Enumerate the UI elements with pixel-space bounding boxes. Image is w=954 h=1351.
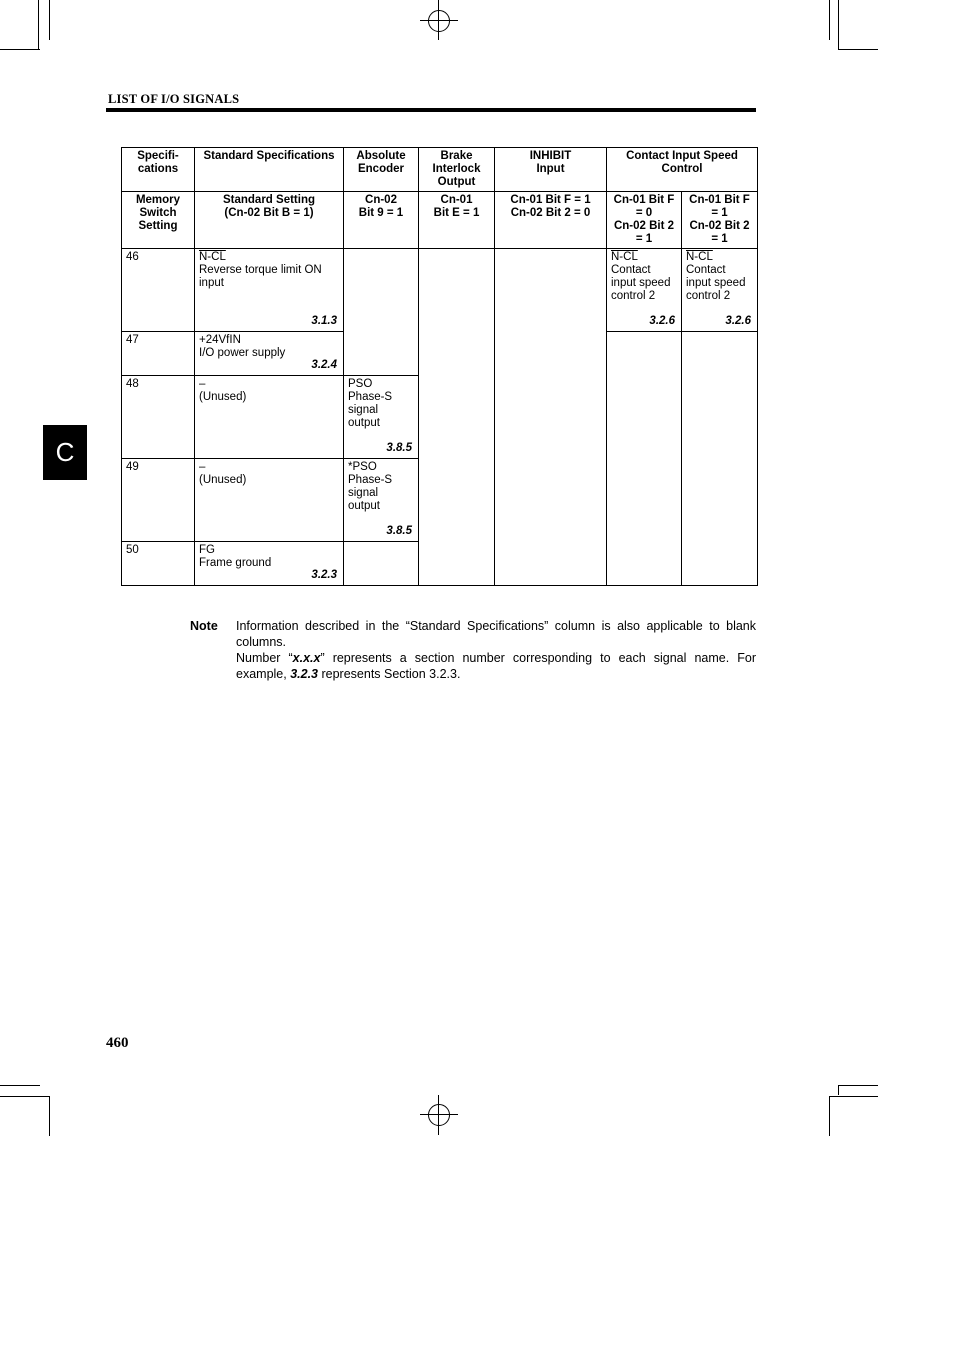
header-cell: Absolute Encoder	[344, 148, 419, 192]
table-header-row	[122, 192, 758, 249]
signal-desc: Phase-S signal output	[348, 391, 393, 429]
note-code: x.x.x	[292, 651, 321, 665]
note-example: 3.2.3	[290, 667, 319, 681]
pin-number: 47	[122, 332, 195, 376]
signal-cell	[195, 376, 344, 459]
header-cell: INHIBIT Input	[495, 148, 607, 192]
signal-name: +24VfIN	[199, 334, 241, 346]
abs-encoder-cell	[344, 459, 419, 542]
section-ref: 3.2.6	[649, 315, 675, 327]
header-rule	[106, 108, 756, 112]
signal-name: N-CL	[611, 251, 638, 263]
signal-desc: I/O power supply	[199, 347, 286, 359]
note-label: Note	[190, 619, 218, 633]
blank-cell	[607, 332, 682, 586]
signal-cell	[195, 459, 344, 542]
chapter-tab: C	[43, 425, 87, 480]
pin-number: 49	[122, 459, 195, 542]
header-cell: Cn-02 Bit 9 = 1	[344, 192, 419, 249]
note-line: Information described in the “Standard Specifications” column is also applicable to blank columns.	[236, 619, 756, 649]
signal-desc: Contact input speed control 2	[611, 264, 671, 302]
signal-cell	[195, 249, 344, 332]
signal-cell	[195, 332, 344, 376]
io-signal-table	[121, 147, 758, 586]
section-ref: 3.8.5	[386, 442, 412, 454]
section-ref: 3.8.5	[386, 525, 412, 537]
signal-cell	[195, 542, 344, 586]
table-header-row	[122, 148, 758, 192]
pin-number: 46	[122, 249, 195, 332]
signal-name: *PSO	[348, 461, 377, 473]
header-cell: Cn-01 Bit E = 1	[419, 192, 495, 249]
header-cell: Brake Interlock Output	[419, 148, 495, 192]
header-cell: Cn-01 Bit F = 0 Cn-02 Bit 2 = 1	[607, 192, 682, 249]
section-ref: 3.1.3	[311, 315, 337, 327]
pin-number: 48	[122, 376, 195, 459]
signal-desc: (Unused)	[199, 391, 247, 403]
signal-name: –	[199, 461, 206, 473]
section-ref: 3.2.6	[725, 315, 751, 327]
signal-name: –	[199, 378, 206, 390]
signal-name: N-CL	[199, 251, 226, 263]
note-text: Number “	[236, 651, 293, 665]
blank-cell	[419, 249, 495, 586]
blank-cell	[495, 249, 607, 586]
note-line	[236, 650, 756, 682]
blank-cell	[344, 249, 419, 376]
signal-name: PSO	[348, 378, 373, 390]
section-ref: 3.2.3	[311, 569, 337, 581]
page-number: 460	[106, 1035, 129, 1051]
note-text: represents Section 3.2.3.	[318, 667, 461, 681]
section-header: LIST OF I/O SIGNALS	[108, 92, 240, 106]
section-ref: 3.2.4	[311, 359, 337, 371]
table-row	[122, 249, 758, 332]
contact-speed-cell	[682, 249, 758, 332]
blank-cell	[344, 542, 419, 586]
header-cell: Cn-01 Bit F = 1 Cn-02 Bit 2 = 1	[682, 192, 758, 249]
signal-desc: (Unused)	[199, 474, 247, 486]
header-cell: Specifi- cations	[122, 148, 195, 192]
header-cell: Standard Specifications	[195, 148, 344, 192]
abs-encoder-cell	[344, 376, 419, 459]
blank-cell	[682, 332, 758, 586]
header-cell: Standard Setting (Cn-02 Bit B = 1)	[195, 192, 344, 249]
note-text: ” represents a section number corresponding to each signal name. For example,	[236, 651, 756, 681]
pin-number: 50	[122, 542, 195, 586]
signal-name: FG	[199, 544, 215, 556]
header-cell: Contact Input Speed Control	[607, 148, 758, 192]
signal-desc: Phase-S signal output	[348, 474, 393, 512]
signal-desc: Frame ground	[199, 557, 272, 569]
signal-desc: Reverse torque limit ON input	[199, 264, 322, 289]
header-cell: Memory Switch Setting	[122, 192, 195, 249]
header-cell: Cn-01 Bit F = 1 Cn-02 Bit 2 = 0	[495, 192, 607, 249]
note-body	[236, 618, 756, 682]
signal-desc: Contact input speed control 2	[686, 264, 746, 302]
signal-name: N-CL	[686, 251, 713, 263]
contact-speed-cell	[607, 249, 682, 332]
